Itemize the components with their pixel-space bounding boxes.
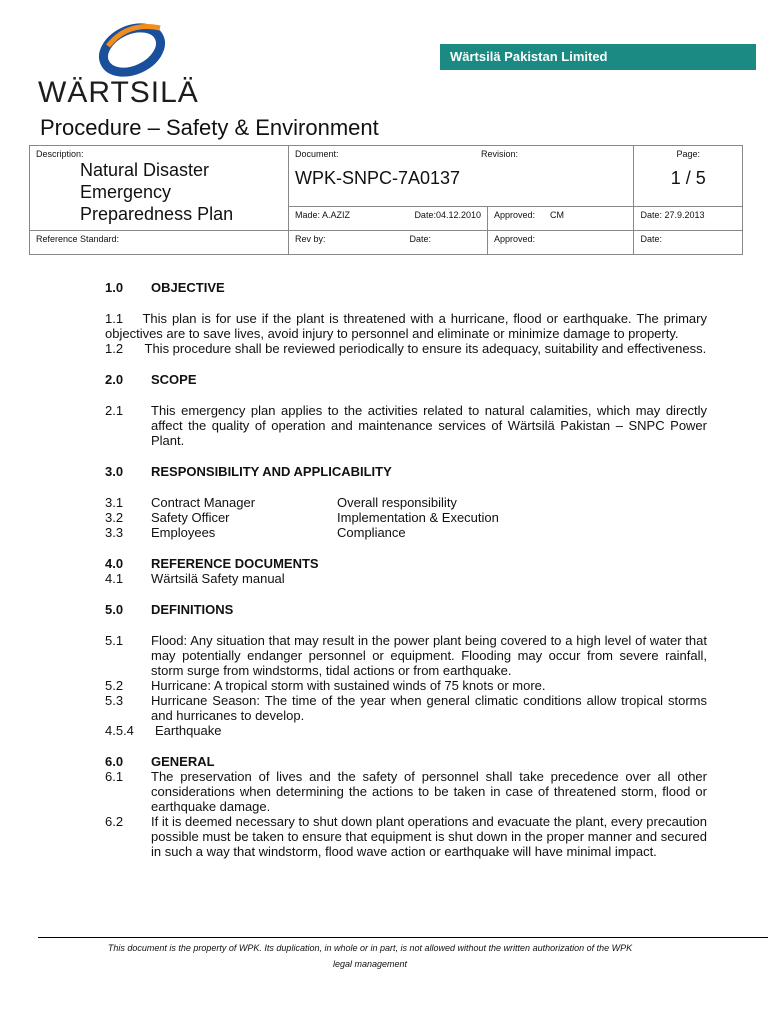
approved2-label: Approved:	[494, 234, 536, 244]
description-line: Natural Disaster	[80, 160, 210, 180]
paragraph-number: 1.2	[105, 341, 124, 356]
paragraph-number: 5.2	[105, 678, 124, 693]
responsibility-number: 3.3	[105, 525, 124, 540]
footer-divider	[38, 937, 768, 938]
approved-date-cell	[634, 207, 743, 231]
paragraph-text: This procedure shall be reviewed periodically to ensure its adequacy, suitability and effectiveness.	[144, 341, 707, 356]
procedure-title: Procedure – Safety & Environment	[40, 115, 379, 140]
paragraph-text: If it is deemed necessary to shut down plant operations and evacuate the plant, every precaution possible must be taken to ensure that equipment is shut down in the proper manner and secured in such a way that windstorm, flood wave action or earthquake will have minimal impact.	[151, 814, 707, 859]
company-name-bar: Wärtsilä Pakistan Limited	[440, 44, 756, 70]
approved2-cell	[488, 231, 634, 255]
responsibility-row	[105, 525, 707, 540]
description-label: Description:	[36, 149, 84, 159]
paragraph	[105, 678, 707, 693]
responsibility-duty: Compliance	[337, 525, 406, 540]
date2-label: Date:	[640, 234, 662, 244]
date2-cell	[634, 231, 743, 255]
paragraph-number: 4.5.4	[105, 723, 134, 738]
rev-date-label: Date:	[409, 234, 431, 244]
section-number: 2.0	[105, 372, 124, 387]
responsibility-row	[105, 510, 707, 525]
section-heading	[105, 280, 707, 295]
paragraph	[105, 723, 707, 738]
section-number: 5.0	[105, 602, 124, 617]
paragraph	[105, 311, 707, 341]
responsibility-number: 3.1	[105, 495, 124, 510]
page-number: 1 / 5	[670, 168, 706, 188]
paragraph	[105, 693, 707, 723]
revision-label: Revision:	[481, 149, 519, 159]
document-body	[105, 280, 707, 859]
approved-cell	[488, 207, 634, 231]
document-label: Document:	[295, 149, 339, 159]
description-cell	[30, 146, 289, 231]
section-title: SCOPE	[151, 372, 197, 387]
wartsila-swirl-icon	[98, 16, 166, 80]
responsibility-row	[105, 495, 707, 510]
responsibility-duty: Overall responsibility	[337, 495, 457, 510]
section-title: GENERAL	[151, 754, 215, 769]
section-title: DEFINITIONS	[151, 602, 234, 617]
footer-line-1: This document is the property of WPK. Its duplication, in whole or in part, is not allowed without the written authorization of the WPK	[107, 943, 633, 953]
paragraph-number: 6.2	[105, 814, 124, 829]
section-title: OBJECTIVE	[151, 280, 225, 295]
footer-notice	[60, 940, 680, 972]
paragraph-number: 6.1	[105, 769, 124, 784]
section-number: 1.0	[105, 280, 124, 295]
paragraph-text: Hurricane Season: The time of the year when general climatic conditions allow tropical storms and hurricanes to develop.	[151, 693, 707, 723]
paragraph-text: This emergency plan applies to the activities related to natural calamities, which may directly affect the quality of operation and maintenance services of Wärtsilä Pakistan – SNPC Power Plant.	[151, 403, 707, 448]
paragraph-text: The preservation of lives and the safety of personnel shall take precedence over all other considerations when determining the actions to be taken in case of threatened storm, flood or earthquake damage.	[151, 769, 707, 814]
reference-standard-label: Reference Standard:	[36, 234, 120, 244]
company-logo	[38, 16, 199, 109]
approved-label: Approved:	[494, 210, 536, 220]
responsibility-number: 3.2	[105, 510, 124, 525]
paragraph-text: This plan is for use if the plant is threatened with a hurricane, flood or earthquake. The primary objectives are to save lives, avoid injury to personnel and eliminate or minimize damage to property.	[105, 311, 707, 341]
approved-date: Date: 27.9.2013	[640, 210, 705, 220]
page-cell	[634, 146, 743, 207]
made-cell	[289, 207, 488, 231]
document-number: WPK-SNPC-7A0137	[295, 168, 461, 188]
paragraph-text: Earthquake	[155, 723, 222, 738]
paragraph	[105, 403, 707, 448]
document-cell	[289, 146, 634, 207]
section-number: 3.0	[105, 464, 124, 479]
paragraph-number: 1.1	[105, 311, 124, 326]
paragraph-number: 2.1	[105, 403, 124, 418]
section-number: 6.0	[105, 754, 124, 769]
document-header-table	[29, 145, 743, 255]
logo-text: WÄRTSILÄ	[38, 76, 199, 109]
responsibility-role: Employees	[151, 525, 216, 540]
paragraph-number: 5.3	[105, 693, 124, 708]
paragraph-text: Hurricane: A tropical storm with sustained winds of 75 knots or more.	[151, 678, 546, 693]
section-number: 4.0	[105, 556, 124, 571]
paragraph-text: Wärtsilä Safety manual	[151, 571, 285, 586]
paragraph-text: Flood: Any situation that may result in the power plant being covered to a high level of water that may potentially endanger personnel or equipment. Flooding may occur from severe rainfall, storm surge from windstorms, tidal actions or from earthquake.	[151, 633, 707, 678]
section-title: REFERENCE DOCUMENTS	[151, 556, 319, 571]
paragraph	[105, 814, 707, 859]
responsibility-role: Contract Manager	[151, 495, 256, 510]
paragraph	[105, 633, 707, 678]
page-label: Page:	[676, 149, 700, 159]
section-heading	[105, 556, 707, 571]
paragraph-number: 5.1	[105, 633, 124, 648]
rev-by-cell	[289, 231, 488, 255]
reference-standard-cell	[30, 231, 289, 255]
footer-line-2: legal management	[332, 959, 408, 969]
description-line: Preparedness Plan	[80, 204, 234, 224]
approved-value: CM	[550, 210, 564, 220]
section-heading	[105, 372, 707, 387]
description-line: Emergency	[80, 182, 172, 202]
paragraph-number: 4.1	[105, 571, 124, 586]
section-heading	[105, 602, 707, 617]
made-date: Date:04.12.2010	[414, 210, 481, 220]
responsibility-role: Safety Officer	[151, 510, 230, 525]
section-title: RESPONSIBILITY AND APPLICABILITY	[151, 464, 392, 479]
rev-by-label: Rev by:	[295, 234, 326, 244]
responsibility-duty: Implementation & Execution	[337, 510, 499, 525]
paragraph	[105, 769, 707, 814]
paragraph	[105, 341, 707, 356]
paragraph	[105, 571, 707, 586]
section-heading	[105, 754, 707, 769]
section-heading	[105, 464, 707, 479]
description-title	[36, 159, 282, 225]
made-by: Made: A.AZIZ	[295, 210, 351, 220]
